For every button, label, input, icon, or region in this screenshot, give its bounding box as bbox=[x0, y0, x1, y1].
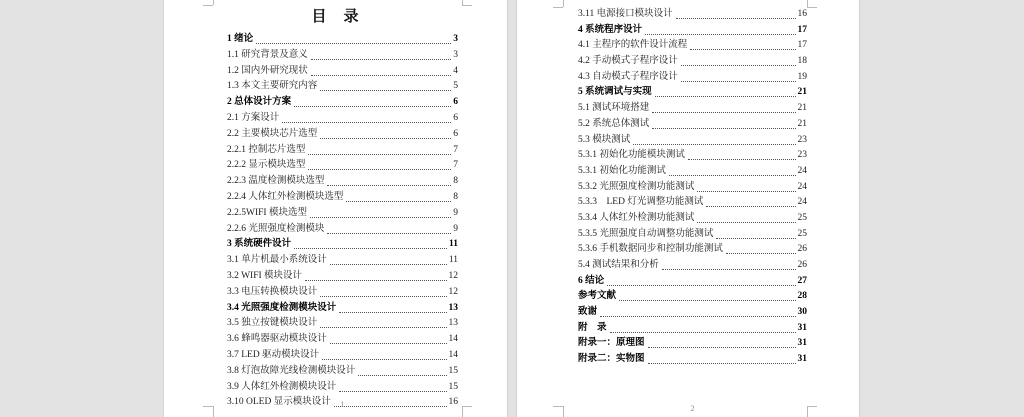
document-page-2 bbox=[517, 0, 859, 417]
toc-entry-label: 5.2 系统总体测试 bbox=[578, 118, 650, 129]
toc-entry-label: 2.1 方案设计 bbox=[227, 112, 280, 123]
dot-leader bbox=[320, 316, 446, 328]
toc-entry[interactable] bbox=[578, 133, 807, 149]
dot-leader bbox=[327, 222, 451, 234]
toc-entry[interactable] bbox=[227, 174, 458, 190]
toc-entry[interactable] bbox=[227, 127, 458, 143]
dot-leader bbox=[716, 227, 795, 239]
toc-entry-pagenum: 9 bbox=[453, 207, 458, 218]
dot-leader bbox=[697, 180, 795, 192]
toc-entry-pagenum: 17 bbox=[797, 24, 807, 35]
dot-leader bbox=[311, 64, 451, 76]
toc-entry-pagenum: 21 bbox=[797, 118, 807, 129]
dot-leader bbox=[339, 380, 446, 392]
dot-leader bbox=[619, 289, 795, 301]
dot-leader bbox=[327, 174, 451, 186]
toc-entry-pagenum: 6 bbox=[453, 128, 458, 139]
toc-entry-pagenum: 24 bbox=[797, 181, 807, 192]
document-page-1 bbox=[164, 0, 507, 417]
toc-entry-label: 5.4 测试结果和分析 bbox=[578, 260, 659, 270]
toc-entry-label: 2.2.4 人体红外检测模块选型 bbox=[227, 191, 344, 202]
toc-entry-pagenum: 26 bbox=[797, 260, 807, 270]
toc-entry-pagenum: 11 bbox=[448, 255, 458, 266]
dot-leader bbox=[662, 258, 796, 270]
dot-leader bbox=[320, 127, 451, 139]
dot-leader bbox=[294, 237, 447, 249]
toc-entry-label: 2 总体设计方案 bbox=[227, 97, 292, 108]
dot-leader bbox=[726, 242, 796, 254]
toc-entry[interactable] bbox=[578, 336, 807, 352]
toc-entry-pagenum: 23 bbox=[797, 134, 807, 145]
toc-entry[interactable] bbox=[578, 23, 807, 39]
crop-mark bbox=[462, 406, 472, 407]
toc-entry-label: 附 录 bbox=[578, 322, 607, 333]
dot-leader bbox=[688, 148, 796, 160]
toc-entry-label: 1.2 国内外研究现状 bbox=[227, 65, 308, 76]
dot-leader bbox=[322, 348, 446, 360]
dot-leader bbox=[256, 32, 451, 44]
toc-entry-pagenum: 6 bbox=[453, 97, 458, 108]
toc-entry-label: 2.2.2 显示模块选型 bbox=[227, 160, 306, 171]
dot-leader bbox=[652, 117, 795, 129]
toc-list-right bbox=[578, 7, 807, 368]
toc-entry-pagenum: 23 bbox=[797, 150, 807, 161]
toc-entry-label: 3.3 电压转换模块设计 bbox=[227, 286, 318, 297]
dot-leader bbox=[645, 23, 795, 35]
dot-leader bbox=[294, 95, 451, 107]
toc-entry-label: 6 结论 bbox=[578, 275, 605, 286]
toc-entry-label: 5.3.1 初始化功能模块测试 bbox=[578, 150, 685, 161]
toc-entry-pagenum: 3 bbox=[453, 49, 458, 60]
toc-entry-label: 2.2 主要模块芯片选型 bbox=[227, 128, 318, 139]
toc-entry-label: 3.10 OLED 显示模块设计 bbox=[227, 397, 331, 408]
dot-leader bbox=[308, 143, 451, 155]
page-number-footer-1: 1 bbox=[340, 399, 345, 409]
toc-entry[interactable] bbox=[227, 285, 458, 301]
toc-entry-label: 2.2.3 温度检测模块选型 bbox=[227, 176, 325, 187]
toc-entry-label: 4 系统程序设计 bbox=[578, 24, 643, 35]
toc-entry-label: 参考文献 bbox=[578, 291, 617, 302]
dot-leader bbox=[706, 195, 795, 207]
page-number-footer-2: 2 bbox=[690, 403, 695, 413]
crop-mark bbox=[203, 5, 213, 6]
toc-entry[interactable] bbox=[227, 348, 458, 364]
toc-entry-pagenum: 25 bbox=[797, 212, 807, 223]
toc-entry[interactable] bbox=[578, 227, 807, 243]
toc-entry-label: 3.7 LED 驱动模块设计 bbox=[227, 349, 320, 360]
toc-entry-pagenum: 24 bbox=[797, 165, 807, 176]
toc-entry[interactable] bbox=[227, 364, 458, 380]
toc-entry[interactable] bbox=[578, 148, 807, 164]
toc-entry-label: 3.2 WIFI 模块设计 bbox=[227, 270, 303, 281]
toc-entry[interactable] bbox=[578, 321, 807, 337]
toc-entry-label: 3.6 蜂鸣器驱动模块设计 bbox=[227, 334, 327, 345]
toc-entry-pagenum: 8 bbox=[453, 176, 458, 187]
toc-entry[interactable] bbox=[227, 48, 458, 64]
toc-entry[interactable] bbox=[227, 79, 458, 95]
dot-leader bbox=[320, 79, 451, 91]
crop-mark bbox=[462, 5, 472, 6]
dot-leader bbox=[305, 269, 446, 281]
toc-entry-label: 5.1 测试环境搭建 bbox=[578, 103, 650, 114]
toc-entry-pagenum: 18 bbox=[797, 56, 807, 67]
dot-leader bbox=[339, 301, 446, 313]
toc-entry-label: 1 绪论 bbox=[227, 34, 254, 44]
dot-leader bbox=[648, 352, 796, 364]
toc-entry-label: 3.1 单片机最小系统设计 bbox=[227, 255, 327, 266]
toc-entry-pagenum: 14 bbox=[448, 334, 458, 345]
toc-entry[interactable] bbox=[227, 111, 458, 127]
toc-entry[interactable] bbox=[578, 305, 807, 321]
toc-entry-pagenum: 14 bbox=[448, 349, 458, 360]
dot-leader bbox=[308, 158, 451, 170]
toc-entry-pagenum: 6 bbox=[453, 112, 458, 123]
toc-entry-label: 2.2.1 控制芯片选型 bbox=[227, 144, 306, 155]
toc-entry[interactable] bbox=[578, 7, 807, 23]
dot-leader bbox=[320, 285, 446, 297]
dot-leader bbox=[311, 48, 451, 60]
toc-entry[interactable] bbox=[227, 143, 458, 159]
toc-entry[interactable] bbox=[227, 32, 458, 48]
toc-entry-pagenum: 11 bbox=[449, 239, 458, 250]
toc-entry[interactable] bbox=[578, 38, 807, 54]
toc-entry-pagenum: 19 bbox=[797, 71, 807, 82]
toc-entry[interactable] bbox=[227, 222, 458, 238]
toc-entry-label: 5.3.4 人体红外检测功能测试 bbox=[578, 212, 695, 223]
toc-entry-label: 4.3 自动模式子程序设计 bbox=[578, 71, 678, 82]
toc-entry-label: 附录二：实物图 bbox=[578, 354, 645, 365]
toc-entry-label: 5 系统调试与实现 bbox=[578, 87, 652, 98]
dot-leader bbox=[282, 111, 451, 123]
dot-leader bbox=[607, 274, 795, 286]
toc-entry-pagenum: 12 bbox=[448, 286, 458, 297]
dot-leader bbox=[330, 332, 447, 344]
toc-entry[interactable] bbox=[227, 206, 458, 222]
toc-entry-pagenum: 30 bbox=[797, 307, 807, 318]
dot-leader bbox=[610, 321, 796, 333]
toc-entry[interactable] bbox=[227, 190, 458, 206]
toc-entry-pagenum: 25 bbox=[797, 228, 807, 239]
toc-entry-label: 3.8 灯泡故障光线检测模块设计 bbox=[227, 365, 356, 376]
crop-mark bbox=[563, 406, 564, 417]
toc-entry[interactable] bbox=[578, 54, 807, 70]
toc-entry-pagenum: 15 bbox=[448, 381, 458, 392]
toc-entry-label: 5.3.5 光照强度自动调整功能测试 bbox=[578, 228, 714, 239]
toc-entry-pagenum: 3 bbox=[453, 34, 458, 44]
toc-entry-pagenum: 13 bbox=[448, 318, 458, 329]
toc-entry-pagenum: 26 bbox=[797, 244, 807, 255]
toc-entry[interactable] bbox=[578, 195, 807, 211]
crop-mark bbox=[807, 406, 817, 407]
toc-entry[interactable] bbox=[578, 289, 807, 305]
toc-entry-label: 4.2 手动模式子程序设计 bbox=[578, 56, 678, 67]
toc-entry[interactable] bbox=[227, 95, 458, 111]
dot-leader bbox=[310, 206, 451, 218]
toc-entry[interactable] bbox=[578, 211, 807, 227]
toc-entry-pagenum: 9 bbox=[453, 223, 458, 234]
crop-mark bbox=[203, 406, 213, 407]
toc-entry[interactable] bbox=[227, 237, 458, 253]
toc-entry-label: 3.5 独立按键模块设计 bbox=[227, 318, 318, 329]
toc-entry-pagenum: 5 bbox=[453, 81, 458, 92]
dot-leader bbox=[669, 164, 796, 176]
toc-entry[interactable] bbox=[578, 274, 807, 290]
toc-entry[interactable] bbox=[578, 164, 807, 180]
dot-leader bbox=[655, 85, 796, 97]
dot-leader bbox=[652, 101, 795, 113]
toc-entry[interactable] bbox=[227, 380, 458, 396]
dot-leader bbox=[648, 336, 796, 348]
toc-entry[interactable] bbox=[578, 85, 807, 101]
toc-entry[interactable] bbox=[227, 301, 458, 317]
toc-entry-pagenum: 13 bbox=[448, 302, 458, 313]
toc-entry-pagenum: 4 bbox=[453, 65, 458, 76]
crop-mark bbox=[213, 406, 214, 417]
dot-leader bbox=[330, 253, 447, 265]
toc-entry-pagenum: 31 bbox=[797, 354, 807, 365]
toc-entry[interactable] bbox=[227, 158, 458, 174]
dot-leader bbox=[676, 7, 796, 19]
toc-entry-label: 3.11 电源接口模块设计 bbox=[578, 9, 673, 19]
toc-entry[interactable] bbox=[578, 101, 807, 117]
toc-entry-pagenum: 24 bbox=[797, 197, 807, 208]
toc-entry-label: 2.2.5WIFI 模块选型 bbox=[227, 207, 307, 218]
toc-entry[interactable] bbox=[578, 117, 807, 133]
toc-entry-pagenum: 16 bbox=[448, 397, 458, 408]
toc-entry-label: 3.4 光照强度检测模块设计 bbox=[227, 302, 337, 313]
dot-leader bbox=[681, 54, 796, 66]
crop-mark bbox=[462, 0, 463, 5]
crop-mark bbox=[807, 7, 817, 8]
toc-entry-pagenum: 27 bbox=[797, 275, 807, 286]
toc-entry-pagenum: 8 bbox=[453, 191, 458, 202]
dot-leader bbox=[600, 305, 795, 317]
crop-mark bbox=[563, 0, 564, 7]
crop-mark bbox=[553, 406, 563, 407]
toc-entry-pagenum: 21 bbox=[797, 87, 807, 98]
dot-leader bbox=[633, 133, 795, 145]
toc-entry[interactable] bbox=[578, 70, 807, 86]
crop-mark bbox=[553, 7, 563, 8]
toc-entry-pagenum: 7 bbox=[453, 144, 458, 155]
toc-entry-label: 5.3 模块测试 bbox=[578, 134, 631, 145]
toc-entry[interactable] bbox=[227, 253, 458, 269]
crop-mark bbox=[807, 0, 808, 7]
toc-entry-label: 3 系统硬件设计 bbox=[227, 239, 292, 250]
toc-entry-label: 2.2.6 光照强度检测模块 bbox=[227, 223, 325, 234]
toc-list-left bbox=[227, 32, 458, 411]
toc-entry-pagenum: 17 bbox=[797, 40, 807, 51]
toc-entry-pagenum: 12 bbox=[448, 270, 458, 281]
toc-entry-label: 5.3.3 LED 灯光调整功能测试 bbox=[578, 197, 704, 208]
crop-mark bbox=[462, 406, 463, 417]
dot-leader bbox=[697, 211, 795, 223]
toc-entry[interactable] bbox=[227, 332, 458, 348]
dot-leader bbox=[690, 38, 795, 50]
toc-entry[interactable] bbox=[227, 269, 458, 285]
toc-entry-label: 3.9 人体红外检测模块设计 bbox=[227, 381, 337, 392]
dot-leader bbox=[358, 364, 446, 376]
toc-entry[interactable] bbox=[578, 352, 807, 368]
toc-entry-label: 附录一：原理图 bbox=[578, 338, 645, 349]
toc-entry[interactable] bbox=[578, 180, 807, 196]
toc-entry-pagenum: 31 bbox=[797, 338, 807, 349]
toc-entry-label: 5.3.6 手机数据同步和控制功能测试 bbox=[578, 244, 723, 255]
toc-entry[interactable] bbox=[227, 64, 458, 80]
toc-entry-pagenum: 31 bbox=[797, 322, 807, 333]
toc-entry-pagenum: 16 bbox=[797, 9, 807, 19]
dot-leader bbox=[681, 70, 796, 82]
toc-entry-pagenum: 28 bbox=[797, 291, 807, 302]
toc-title: 目 录 bbox=[311, 9, 360, 25]
toc-entry-pagenum: 7 bbox=[453, 160, 458, 171]
toc-entry[interactable] bbox=[578, 258, 807, 274]
toc-entry-label: 1.3 本文主要研究内容 bbox=[227, 81, 318, 92]
toc-entry-label: 5.3.2 光照强度检测功能测试 bbox=[578, 181, 695, 192]
toc-entry-label: 1.1 研究背景及意义 bbox=[227, 49, 308, 60]
toc-entry-pagenum: 21 bbox=[797, 103, 807, 114]
dot-leader bbox=[346, 190, 451, 202]
toc-entry-label: 致谢 bbox=[578, 307, 598, 318]
crop-mark bbox=[807, 406, 808, 417]
toc-entry-label: 4.1 主程序的软件设计流程 bbox=[578, 40, 688, 51]
toc-entry[interactable] bbox=[227, 316, 458, 332]
toc-entry[interactable] bbox=[578, 242, 807, 258]
toc-entry-pagenum: 15 bbox=[448, 365, 458, 376]
toc-entry-label: 5.3.1 初始化功能测试 bbox=[578, 165, 666, 176]
